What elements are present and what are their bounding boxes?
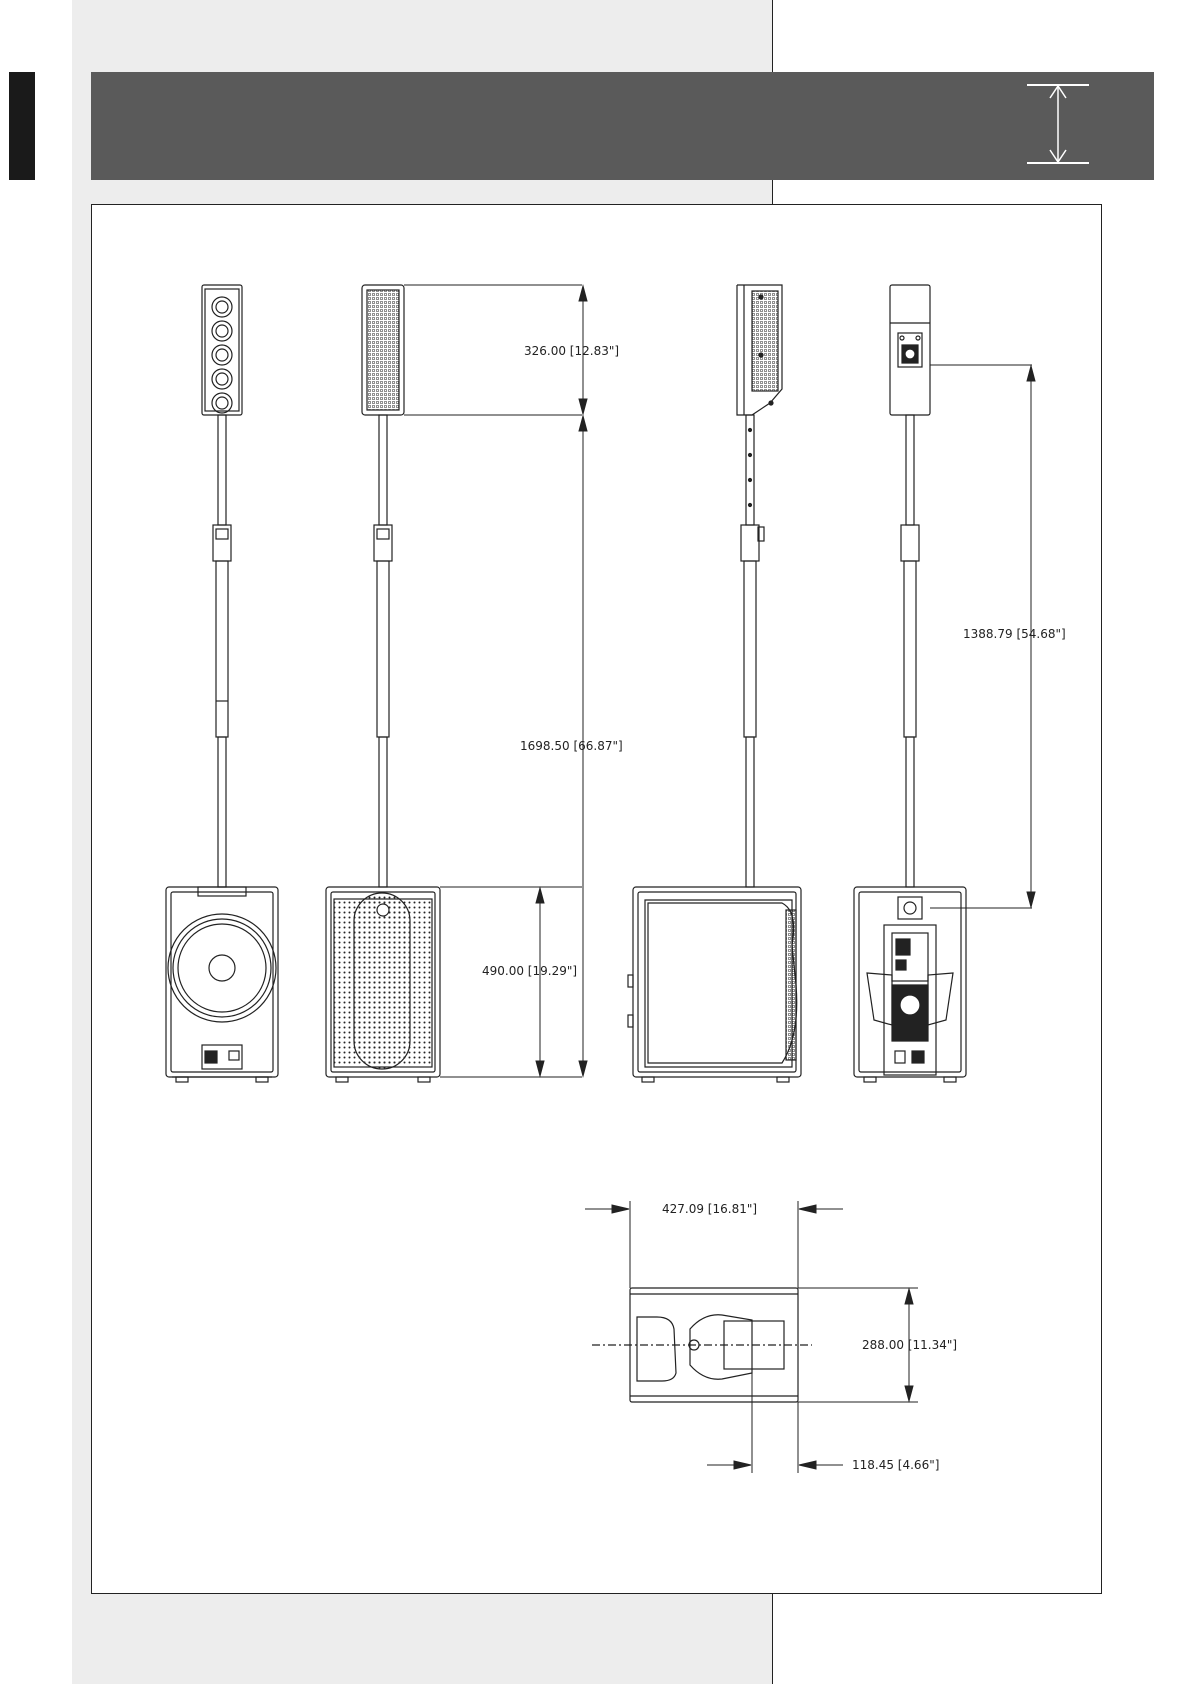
dim-label-column-height: 326.00 [12.83"] xyxy=(524,344,620,358)
grille-view-subwoofer xyxy=(326,887,440,1082)
height-dimension-icon xyxy=(91,72,1154,180)
section-tab xyxy=(9,72,35,180)
side-view-subwoofer xyxy=(628,887,801,1082)
rear-view-subwoofer xyxy=(854,887,966,1082)
drawing-frame xyxy=(91,204,1102,1594)
dim-label-width: 288.00 [11.34"] xyxy=(862,1338,958,1352)
front-view-subwoofer xyxy=(166,887,278,1082)
dim-label-pole-offset: 118.45 [4.66"] xyxy=(852,1458,940,1472)
grille-view-pole xyxy=(374,415,392,887)
front-view-pole xyxy=(213,415,231,887)
rear-view-column xyxy=(890,285,930,415)
side-view-column xyxy=(737,285,782,415)
grille-view-column xyxy=(362,285,404,415)
header-bar xyxy=(91,72,1154,180)
top-view-subwoofer xyxy=(592,1288,812,1402)
dim-label-depth: 427.09 [16.81"] xyxy=(662,1202,758,1216)
dim-label-total-height: 1698.50 [66.87"] xyxy=(520,739,623,753)
dim-lines-height xyxy=(404,285,1035,1077)
front-view-column xyxy=(202,285,242,415)
side-view-pole xyxy=(741,415,764,887)
technical-drawing xyxy=(92,205,1103,1595)
dim-label-sub-height: 490.00 [19.29"] xyxy=(482,964,578,978)
rear-view-pole xyxy=(901,415,919,887)
dim-label-mount-height: 1388.79 [54.68"] xyxy=(963,627,1066,641)
